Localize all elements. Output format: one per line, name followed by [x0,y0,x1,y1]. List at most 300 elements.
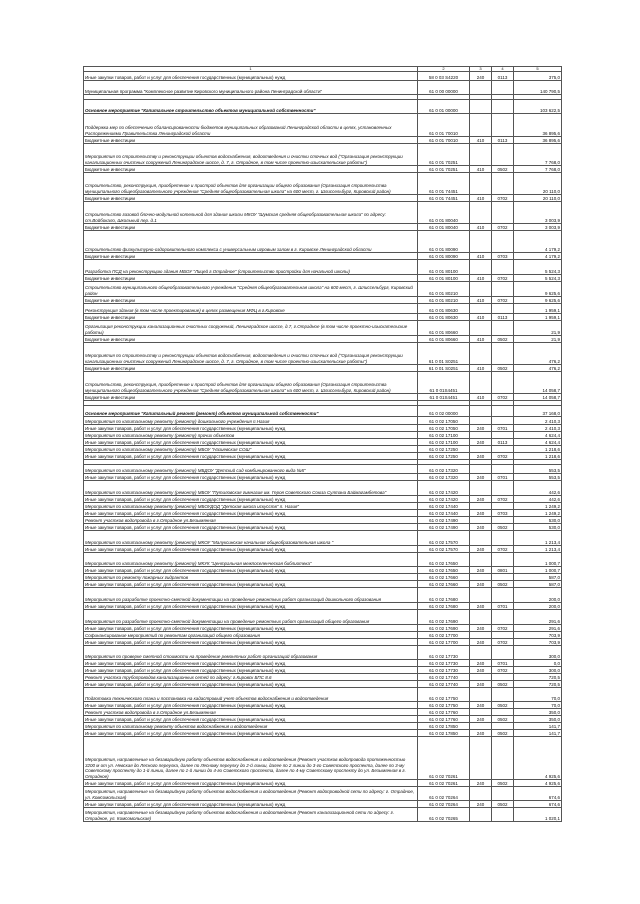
row-expense-group: 410 [470,297,492,304]
table-body [84,72,562,822]
row-amount: 3 003,9 [514,202,562,224]
row-target-code: 61 0 02 17660 [418,581,470,588]
table-row [84,314,562,321]
row-target-code: 61 0 02 17850 [418,730,470,737]
row-target-code: 61 0 02 17490 [418,524,470,531]
row-description: Мероприятия, направленные на безаварийную работу объектов водоснабжения и водоотведения (Ремонт участков водопровода протяженностью 3200 м от ул. Невская до Лесного переулка, далее по Лесному переулку до 2-й линии, далее по 2 линии до 3-го Советского проспекта, далее по 3-му Советскому проспекту до 1-й линии, далее по 1-й линии до 4-го Советского проспекта, далее по 4-му Советскому проспекту до ул. Безымянная в г. Отрадное) [84,737,418,780]
table-row [84,100,562,114]
row-expense-group: 410 [470,275,492,282]
row-section: 0113 [492,72,514,81]
row-expense-group [470,808,492,822]
row-description: Бюджетные инвестиции [84,275,418,282]
table-row [84,709,562,716]
row-section [492,808,514,822]
table-row [84,297,562,304]
row-target-code: 61 0 01 80090 [418,253,470,260]
table-row [84,137,562,144]
table-row [84,702,562,709]
row-description: Бюджетные инвестиции [84,253,418,260]
row-expense-group: 240 [470,780,492,787]
row-amount: 553,5 [514,465,562,474]
row-expense-group [470,553,492,567]
row-target-code: 61 0 02 17650 [418,553,470,567]
table-row [84,531,562,546]
row-amount: 1 000,7 [514,553,562,567]
row-description: Иные закупки товаров, работ и услуг для обеспечения государственных (муниципальных) нужд [84,667,418,674]
row-section: 0702 [492,667,514,674]
table-row [84,173,562,195]
row-amount: 300,0 [514,667,562,674]
row-expense-group: 240 [470,72,492,81]
row-section [492,632,514,639]
row-expense-group [470,144,492,166]
row-expense-group [470,646,492,660]
row-section: 0502 [492,681,514,688]
row-expense-group [470,173,492,195]
row-expense-group: 240 [470,730,492,737]
table-row [84,503,562,510]
table-row [84,787,562,801]
row-amount: 476,2 [514,365,562,372]
row-section [492,406,514,417]
row-target-code: 61 0 02 17700 [418,632,470,639]
row-expense-group [470,343,492,365]
row-amount: 1 218,6 [514,453,562,460]
row-target-code: 61 0 01 80100 [418,260,470,275]
table-row [84,546,562,553]
table-row [84,510,562,517]
row-description: Иные закупки товаров, работ и услуг для обеспечения государственных (муниципальных) нужд [84,439,418,446]
budget-table-page [83,66,561,822]
row-section [492,787,514,801]
row-target-code: 61 0 02 70261 [418,780,470,787]
row-expense-group [470,406,492,417]
row-amount: 375,0 [514,72,562,81]
row-expense-group [470,304,492,314]
row-description: Мероприятия по капитальному ремонту (ремонту) МБОУ "Путиловская гимназия им. Героя Советского Союза Султана Баймагамбетова" [84,481,418,496]
row-section: 0702 [492,275,514,282]
header-cell-amount: 5 [514,67,562,72]
row-amount: 103 622,5 [514,100,562,114]
row-amount: 703,9 [514,632,562,639]
table-row [84,282,562,297]
row-expense-group [470,432,492,439]
row-expense-group [470,737,492,780]
row-description: Основное мероприятие "Капитальный ремонт (ремонт) объектов муниципальной собственности" [84,406,418,417]
row-description: Строительство, реконструкция, приобретение и пристрой объектов для организации общего образования (Организация строительства муниципального общеобразовательного учреждения "Средняя общеобразовательная школа" на 600 мест, г. Шлиссельбург, Кировский район) [84,372,418,394]
table-row [84,365,562,372]
row-target-code: 61 0 01 70010 [418,137,470,144]
row-description: Мероприятия по разработке проектно-сметной документации на проведение ремонтных работ организаций дошкольного образования [84,588,418,603]
row-expense-group: 240 [470,625,492,632]
row-description: Иные закупки товаров, работ и услуг для обеспечения государственных (муниципальных) нужд [84,72,418,81]
row-section [492,372,514,394]
row-target-code: 61 0 01S4451 [418,394,470,401]
row-description: Иные закупки товаров, работ и услуг для обеспечения государственных (муниципальных) нужд [84,716,418,723]
row-expense-group [470,321,492,336]
row-section [492,417,514,425]
row-amount: 4 179,2 [514,253,562,260]
row-amount: 1 959,1 [514,314,562,321]
row-description: Мероприятия по капитальному ремонту (ремонту) прочих объектов [84,432,418,439]
row-expense-group: 240 [470,702,492,709]
row-section [492,304,514,314]
row-section [492,723,514,730]
table-row [84,610,562,625]
row-amount: 476,2 [514,343,562,365]
row-description: Организация реконструкции канализационных очистных сооружений, Ленинградское шоссе, д.7, г.Отрадное (в том числе проектно-изыскательские работы) [84,321,418,336]
row-target-code: 61 0 02 17760 [418,716,470,723]
header-cell-description: 1 [84,67,418,72]
row-expense-group [470,81,492,95]
row-description: Бюджетные инвестиции [84,195,418,202]
row-amount: 350,0 [514,709,562,716]
row-target-code: 61 0 02 17440 [418,510,470,517]
row-section [492,100,514,114]
table-row [84,406,562,417]
table-row [84,553,562,567]
row-expense-group: 410 [470,394,492,401]
row-description: Бюджетные инвестиции [84,137,418,144]
row-description: Мероприятия, направленные на безаварийную работу объектов водоснабжения и водоотведения (Ремонт водопроводной сети по адресу: г. Отрадное, ул. Комсомольская) [84,787,418,801]
row-section: 0113 [492,314,514,321]
row-target-code: 61 0 02 17740 [418,674,470,681]
row-section: 0702 [492,224,514,231]
row-amount: 4 624,4 [514,439,562,446]
header-cell-target-code: 2 [418,67,470,72]
row-amount: 140 790,5 [514,81,562,95]
row-expense-group: 240 [470,581,492,588]
table-row [84,808,562,822]
row-section [492,610,514,625]
row-description: Иные закупки товаров, работ и услуг для обеспечения государственных (муниципальных) нужд [84,801,418,808]
row-amount: 37 168,0 [514,406,562,417]
row-section: 0502 [492,780,514,787]
row-description: Мероприятия по капитальному ремонту (ремонту) МБДОУ "Детский сад комбинированного вида №5" [84,465,418,474]
table-row [84,730,562,737]
row-section: 0502 [492,524,514,531]
row-expense-group [470,372,492,394]
row-section: 0702 [492,639,514,646]
row-expense-group [470,446,492,453]
row-amount: 1 000,7 [514,567,562,574]
row-target-code: 61 0 02 17420 [418,496,470,503]
row-amount: 4 179,2 [514,231,562,253]
row-section: 0502 [492,166,514,173]
row-description: Бюджетные инвестиции [84,365,418,372]
row-section [492,709,514,716]
table-row [84,166,562,173]
row-section: 0701 [492,660,514,667]
row-expense-group: 410 [470,137,492,144]
row-target-code: 61 0 01 80660 [418,321,470,336]
row-section [492,446,514,453]
row-section [492,231,514,253]
row-amount: 9 625,6 [514,297,562,304]
row-amount: 1 020,1 [514,808,562,822]
table-row [84,667,562,674]
row-description: Основное мероприятие "Капитальное строительство объектов муниципальной собственности" [84,100,418,114]
row-description: Иные закупки товаров, работ и услуг для обеспечения государственных (муниципальных) нужд [84,603,418,610]
row-description: Бюджетные инвестиции [84,336,418,343]
row-section: 0701 [492,425,514,432]
table-row [84,496,562,503]
table-row [84,517,562,524]
row-amount: 0,0 [514,660,562,667]
row-description: Иные закупки товаров, работ и услуг для обеспечения государственных (муниципальных) нужд [84,510,418,517]
row-target-code: 61 0 02 17750 [418,702,470,709]
table-row [84,343,562,365]
row-amount: 141,7 [514,730,562,737]
row-expense-group: 240 [470,681,492,688]
row-section [492,432,514,439]
row-description: Реконструкция здания (в том числе проектирование) в целях размещения МФЦ в г.Кировске [84,304,418,314]
row-description: Иные закупки товаров, работ и услуг для обеспечения государственных (муниципальных) нужд [84,567,418,574]
table-row [84,336,562,343]
row-section [492,202,514,224]
row-amount: 1 249,2 [514,510,562,517]
table-row [84,474,562,481]
row-target-code: 61 0 02 00000 [418,406,470,417]
row-description: Ремонт участков водопровода в г.Отрадное ул.Безымянная [84,517,418,524]
row-description: Строительство физкультурно-оздоровительного комплекса с универсальным игровым залом в г. Кировске Ленинградской области [84,231,418,253]
row-amount: 720,5 [514,681,562,688]
row-target-code: 61 0 01 70010 [418,114,470,137]
row-expense-group: 240 [470,567,492,574]
row-amount: 5 524,3 [514,260,562,275]
row-section [492,321,514,336]
row-expense-group [470,100,492,114]
row-section: 0801 [492,567,514,574]
table-row [84,737,562,780]
header-cell-expense-group: 3 [470,67,492,72]
row-expense-group: 240 [470,716,492,723]
row-target-code: 61 0 01 00000 [418,100,470,114]
row-section: 0502 [492,581,514,588]
row-target-code: 61 0 02 70264 [418,787,470,801]
row-target-code: 61 0 02 17440 [418,503,470,510]
row-expense-group: 410 [470,253,492,260]
row-target-code: 61 0 01 80040 [418,202,470,224]
table-row [84,432,562,439]
row-target-code: 61 0 02 17750 [418,688,470,702]
table-row [84,632,562,639]
row-target-code: 61 0 02 70264 [418,801,470,808]
table-row [84,465,562,474]
row-amount: 4 925,6 [514,780,562,787]
row-expense-group [470,231,492,253]
row-target-code: 61 0 02 17730 [418,667,470,674]
table-row [84,394,562,401]
row-amount: 4 624,4 [514,432,562,439]
table-row [84,253,562,260]
row-target-code: 61 0 02 17100 [418,439,470,446]
table-row [84,646,562,660]
row-description: Мероприятия по капитальному ремонту (ремонту) МБОУДОД "Детская школа искусств" п. Назия" [84,503,418,510]
table-row [84,688,562,702]
row-expense-group [470,723,492,730]
row-expense-group [470,517,492,524]
row-section: 0702 [492,297,514,304]
row-expense-group [470,632,492,639]
table-row [84,681,562,688]
row-target-code: 61 0 01 80040 [418,224,470,231]
row-section [492,737,514,780]
table-row [84,321,562,336]
table-row [84,446,562,453]
row-amount: 200,0 [514,603,562,610]
row-amount: 14 058,7 [514,394,562,401]
row-description: Бюджетные инвестиции [84,166,418,173]
row-target-code: 61 0 00 00000 [418,81,470,95]
row-section [492,173,514,195]
row-target-code: 61 0 02 17650 [418,567,470,574]
table-row [84,144,562,166]
table-row [84,439,562,446]
row-target-code: 58 0 03 S4220 [418,72,470,81]
row-section [492,144,514,166]
row-amount: 36 895,6 [514,114,562,137]
row-description: Мероприятия по капитальному ремонту объектов водоснабжения и водоотведения [84,723,418,730]
row-description: Разработка ПСД на реконструкцию здания МБОУ "Лицей г.Отрадное" (строительство пристройки для начальной школы) [84,260,418,275]
row-description: Иные закупки товаров, работ и услуг для обеспечения государственных (муниципальных) нужд [84,425,418,432]
row-description: Иные закупки товаров, работ и услуг для обеспечения государственных (муниципальных) нужд [84,474,418,481]
row-amount: 291,6 [514,610,562,625]
row-expense-group [470,114,492,137]
row-target-code: 61 0 02 17050 [418,417,470,425]
row-amount: 674,6 [514,787,562,801]
row-amount: 1 959,1 [514,304,562,314]
row-section [492,646,514,660]
row-section [492,688,514,702]
row-amount: 21,9 [514,321,562,336]
row-description: Иные закупки товаров, работ и услуг для обеспечения государственных (муниципальных) нужд [84,780,418,787]
row-target-code: 61 0 02 17320 [418,465,470,474]
row-amount: 36 895,6 [514,137,562,144]
row-description: Иные закупки товаров, работ и услуг для обеспечения государственных (муниципальных) нужд [84,660,418,667]
row-section [492,481,514,496]
row-section: 0502 [492,801,514,808]
table-row [84,716,562,723]
row-amount: 674,6 [514,801,562,808]
row-expense-group [470,588,492,603]
row-expense-group: 240 [470,510,492,517]
row-section: 0702 [492,195,514,202]
budget-table [83,66,562,822]
row-expense-group: 240 [470,546,492,553]
table-row [84,639,562,646]
row-description: Подготовка технического плана и постановка на кадастровый учет объектов водоснабжения и водоотведения [84,688,418,702]
row-description: Софинансирование мероприятий по ремонтам организаций общего образования [84,632,418,639]
row-target-code: 61 0 02 17570 [418,546,470,553]
row-section [492,282,514,297]
row-description: Иные закупки товаров, работ и услуг для обеспечения государственных (муниципальных) нужд [84,524,418,531]
row-description: Ремонт участка трубопроводов канализационных сетей по адресу: г.Кировск БПС 8.6 [84,674,418,681]
table-row [84,72,562,81]
row-amount: 530,0 [514,524,562,531]
row-amount: 1 249,2 [514,503,562,510]
row-description: Бюджетные инвестиции [84,314,418,321]
row-description: Иные закупки товаров, работ и услуг для обеспечения государственных (муниципальных) нужд [84,681,418,688]
row-target-code: 61 0 02 17700 [418,639,470,646]
row-target-code: 61 0 01 80090 [418,231,470,253]
row-expense-group: 410 [470,224,492,231]
row-target-code: 61 0 02 17320 [418,474,470,481]
row-target-code: 61 0 02 70261 [418,737,470,780]
row-target-code: 61 0 01 S0251 [418,365,470,372]
row-expense-group: 240 [470,425,492,432]
row-description: Мероприятия по проверке сметной стоимости на проведение ремонтных работ организаций образования [84,646,418,660]
row-description: Мероприятия по разработке проектно-сметной документации на проведение ремонтных работ организаций общего образования [84,610,418,625]
row-description: Бюджетные инвестиции [84,297,418,304]
row-amount: 720,5 [514,674,562,681]
table-row [84,780,562,787]
row-expense-group: 240 [470,453,492,460]
table-row [84,453,562,460]
row-target-code: 61 0 01 80210 [418,282,470,297]
row-target-code: 61 0 01 74451 [418,173,470,195]
row-target-code: 61 0 02 17760 [418,709,470,716]
row-expense-group [470,787,492,801]
row-amount: 553,5 [514,474,562,481]
row-section: 0703 [492,510,514,517]
row-amount: 300,0 [514,646,562,660]
row-section: 0701 [492,603,514,610]
table-row [84,425,562,432]
row-expense-group [470,709,492,716]
row-target-code: 61 0 02 17730 [418,660,470,667]
row-expense-group [470,282,492,297]
row-description: Иные закупки товаров, работ и услуг для обеспечения государственных (муниципальных) нужд [84,702,418,709]
row-section: 0502 [492,716,514,723]
table-row [84,524,562,531]
row-section [492,574,514,581]
row-description: Иные закупки товаров, работ и услуг для обеспечения государственных (муниципальных) нужд [84,496,418,503]
row-target-code: 61 0 01 70251 [418,166,470,173]
table-row [84,723,562,730]
row-section: 0702 [492,394,514,401]
row-description: Поддержка мер по обеспечению сбалансированности бюджетов муниципальных образований Ленинградской области в целях, установленных Распоряжениями Правительства Ленинградской области [84,114,418,137]
table-row [84,224,562,231]
row-description: Ремонт участков водопровода в г.Отрадное ул.Безымянная [84,709,418,716]
row-target-code: 61 0 01 70251 [418,144,470,166]
row-description: Мероприятия по капитальному ремонту (ремонту) МКУК "Центральная межпоселенческая библиотека" [84,553,418,567]
row-target-code: 61 0 02 17690 [418,610,470,625]
row-target-code: 61 0 01 74451 [418,195,470,202]
row-expense-group: 240 [470,474,492,481]
row-expense-group [470,674,492,681]
row-target-code: 61 0 02 17570 [418,531,470,546]
row-expense-group: 240 [470,801,492,808]
table-row [84,567,562,574]
row-amount: 141,7 [514,723,562,730]
row-section: 0702 [492,453,514,460]
row-target-code: 61 0 01 80630 [418,314,470,321]
row-description: Мероприятия по ремонту пожарных гидрантов [84,574,418,581]
row-amount: 21,9 [514,336,562,343]
row-description: Иные закупки товаров, работ и услуг для обеспечения государственных (муниципальных) нужд [84,639,418,646]
row-amount: 20 110,0 [514,173,562,195]
row-section: 0702 [492,625,514,632]
row-target-code: 61 0 02 17850 [418,723,470,730]
row-description: Мероприятия по строительству и реконструкции объектов водоснабжения, водоотведения и очистки сточных вод ("Организация реконструкции канализационных очистных сооружений Ленинградское шоссе, д. 7, г. Отрадное, в том числе проектно-изыскательские работы") [84,343,418,365]
row-amount: 1 218,6 [514,446,562,453]
row-description: Иные закупки товаров, работ и услуг для обеспечения государственных (муниципальных) нужд [84,581,418,588]
row-target-code: 61 0 02 17740 [418,681,470,688]
row-amount: 2 410,3 [514,425,562,432]
row-section [492,503,514,510]
row-expense-group: 240 [470,496,492,503]
